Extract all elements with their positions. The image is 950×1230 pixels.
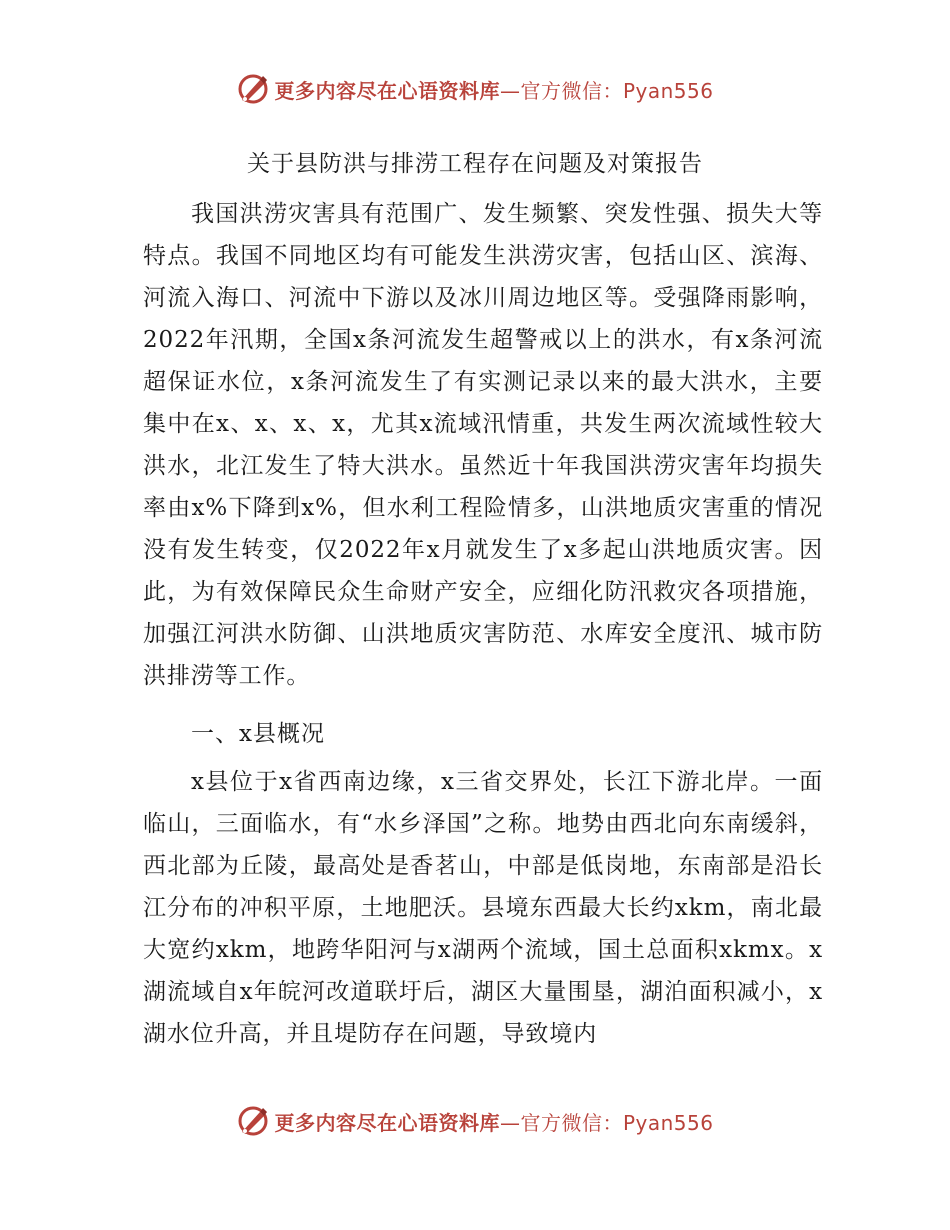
header-banner <box>0 72 950 106</box>
paragraph-county-overview: x县位于x省西南边缘，x三省交界处，长江下游北岸。一面临山，三面临水，有“水乡泽国”之称。地势由西北向东南缓斜，西北部为丘陵，最高处是香茗山，中部是低岗地，东南部是沿长江分布的冲积平原，土地肥沃。县境东西最大长约xkm，南北最大宽约xkm，地跨华阳河与x湖两个流域，国土总面积xkmx。x湖流域自x年皖河改道联圩后，湖区大量围垦，湖泊面积减小，x湖水位升高，并且堤防存在问题，导致境内 <box>143 769 823 1047</box>
document-title: 关于县防洪与排涝工程存在问题及对策报告 <box>247 151 703 177</box>
pen-seal-logo-icon <box>236 72 270 106</box>
banner-main-text: 更多内容尽在心语资料库 <box>274 78 500 103</box>
pen-seal-logo-icon <box>236 1104 270 1138</box>
paragraph-intro: 我国洪涝灾害具有范围广、发生频繁、突发性强、损失大等特点。我国不同地区均有可能发生洪涝灾害，包括山区、滨海、河流入海口、河流中下游以及冰川周边地区等。受强降雨影响，2022年汛期，全国x条河流发生超警戒以上的洪水，有x条河流超保证水位，x条河流发生了有实测记录以来的最大洪水，主要集中在x、x、x、x，尤其x流域汛情重，共发生两次流域性较大洪水，北江发生了特大洪水。虽然近十年我国洪涝灾害年均损失率由x%下降到x%，但水利工程险情多，山洪地质灾害重的情况没有发生转变，仅2022年x月就发生了x多起山洪地质灾害。因此，为有效保障民众生命财产安全，应细化防汛救灾各项措施，加强江河洪水防御、山洪地质灾害防范、水库安全度汛、城市防洪排涝等工作。 <box>143 201 823 689</box>
footer-banner <box>0 1104 950 1138</box>
section-heading-overview: 一、x县概况 <box>191 721 325 747</box>
banner-contact-text: —官方微信：Pyan556 <box>499 1110 714 1135</box>
banner-main-text: 更多内容尽在心语资料库 <box>274 1110 500 1135</box>
banner-contact-text: —官方微信：Pyan556 <box>499 78 714 103</box>
